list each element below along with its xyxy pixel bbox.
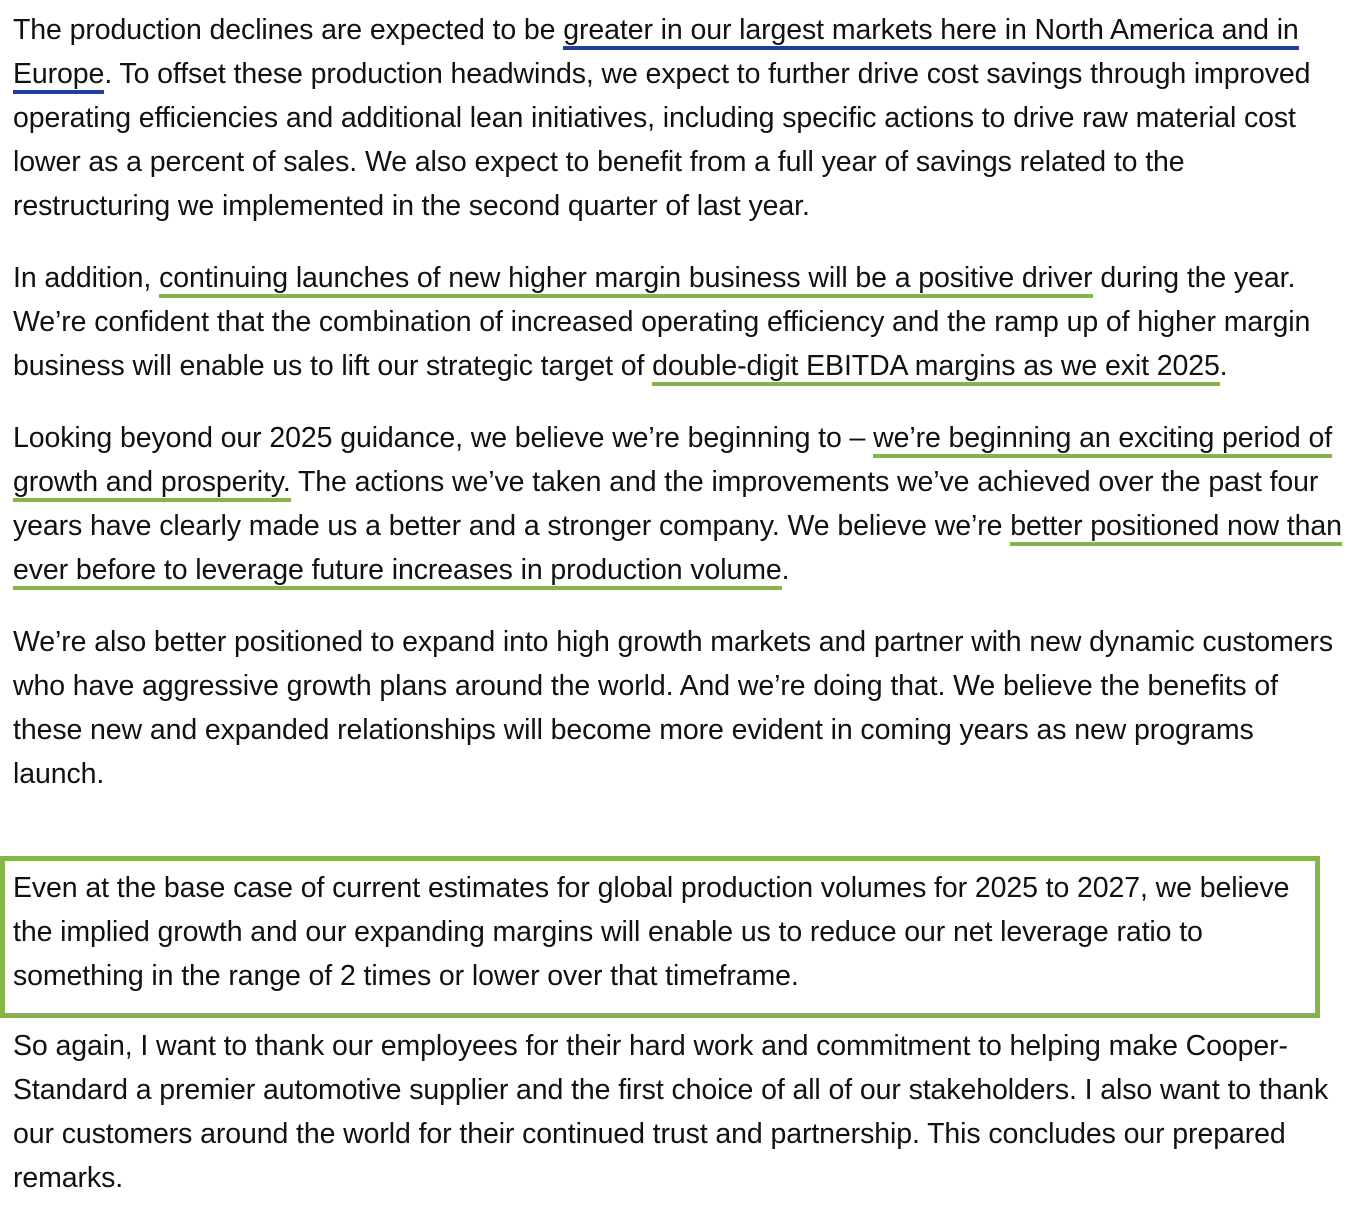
text-segment: . To offset these production headwinds, we expect to further drive cost savings through improved operating efficiencies and additional lean initiatives, including specific actions to drive raw material cost lower as a percent of sales. We also expect to benefit from a full year of savings related to the restructuring we implemented in the second quarter of last year.	[13, 58, 1311, 222]
text-segment: The production declines are expected to be	[13, 14, 564, 46]
highlight-exciting-period: we’re beginning an exciting period of growth and prosperity.	[13, 422, 1332, 502]
paragraph-high-growth-markets: We’re also better positioned to expand into high growth markets and partner with new dynamic customers who have aggressive growth plans around the world. And we’re doing that. We believe the benefits of these new and expanded relationships will become more evident in coming years as new programs launch.	[13, 626, 1333, 790]
document-body	[13, 8, 1343, 824]
text-segment: .	[781, 554, 790, 586]
text-segment: during the year. We’re confident that the combination of increased operating efficiency and the ramp up of higher margin business will enable us to lift our strategic target of	[13, 262, 1311, 382]
highlight-north-america-europe: greater in our largest markets here in North America and in Europe	[13, 14, 1299, 94]
highlight-positive-driver: continuing launches of new higher margin business will be a positive driver	[159, 262, 1093, 298]
highlight-better-positioned: better positioned now than ever before to leverage future increases in production volume	[13, 510, 1342, 590]
highlight-ebitda-margins: double-digit EBITDA margins as we exit 2025	[652, 350, 1220, 386]
text-segment: Looking beyond our 2025 guidance, we believe we’re beginning to –	[13, 422, 874, 454]
text-segment: .	[1219, 350, 1228, 382]
text-segment: In addition,	[13, 262, 160, 294]
text-segment: The actions we’ve taken and the improvements we’ve achieved over the past four years have clearly made us a better and a stronger company. We believe we’re	[13, 466, 1319, 542]
paragraph-net-leverage: Even at the base case of current estimates for global production volumes for 2025 to 2027, we believe the implied growth and our expanding margins will enable us to reduce our net leverage ratio to something in the range of 2 times or lower over that timeframe.	[13, 872, 1290, 992]
paragraph-growth-prosperity	[13, 416, 1343, 592]
paragraph-closing-remarks: So again, I want to thank our employees for their hard work and commitment to helping make Cooper-Standard a premier automotive supplier and the first choice of all of our stakeholders. I also want to thank our customers around the world for their continued trust and partnership. This concludes our prepared remarks.	[13, 1030, 1329, 1194]
paragraph-production-declines	[13, 8, 1343, 228]
paragraph-higher-margin	[13, 256, 1343, 388]
